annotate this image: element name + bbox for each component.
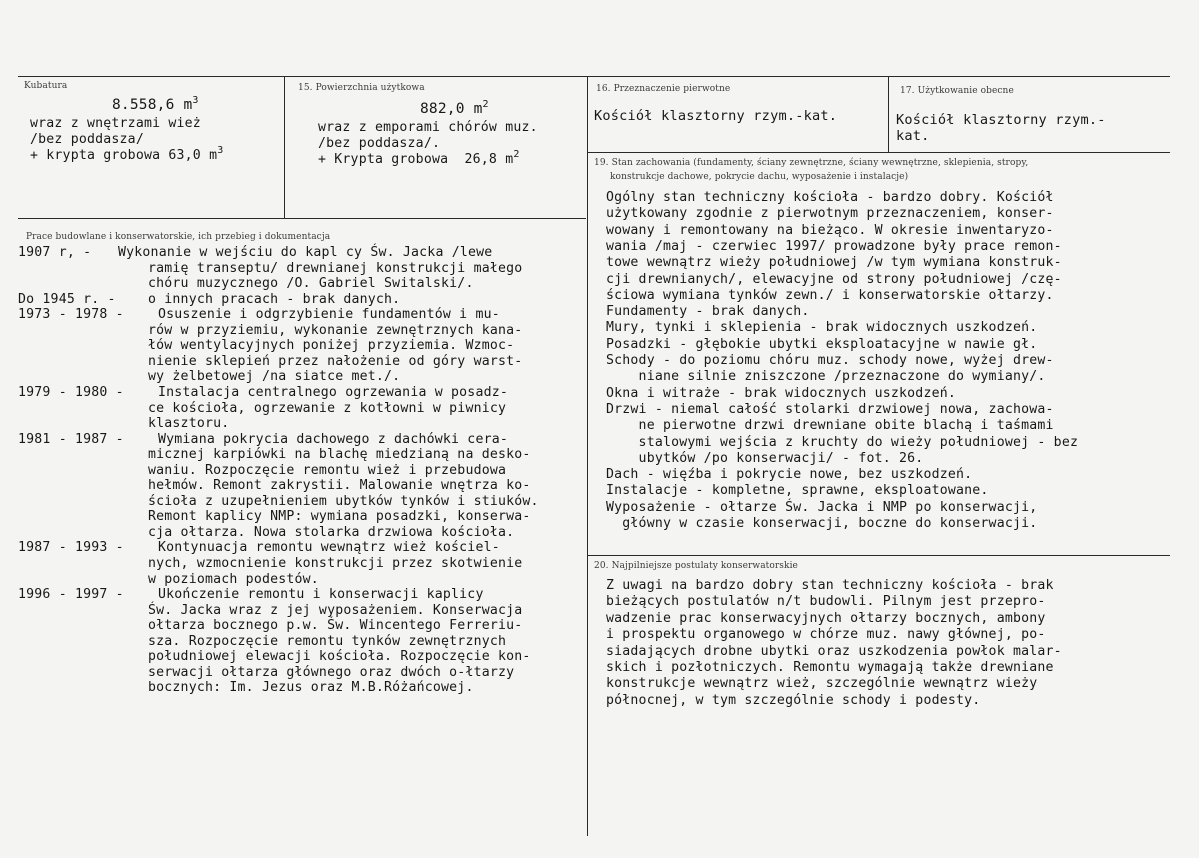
prace-entry-line: nienie sklepień przez nałożenie od góry warst- bbox=[148, 353, 523, 369]
prace-entry-line: południowej elewacji kościoła. Rozpoczęcie kon- bbox=[148, 649, 531, 665]
powierzchnia-label: 15. Powierzchnia użytkowa bbox=[298, 83, 425, 93]
divider-main bbox=[587, 76, 588, 836]
kubatura-crypt-exponent: 3 bbox=[217, 145, 224, 156]
kubatura-number: 8.558,6 m bbox=[112, 97, 193, 113]
uzytkowanie-line-1: Kościół klasztorny rzym.- bbox=[896, 112, 1106, 128]
stan-line: Instalacje - kompletne, sprawne, eksploatowane. bbox=[606, 483, 989, 499]
stan-line: główny w czasie konserwacji, boczne do konserwacji. bbox=[606, 516, 1038, 531]
stan-line: cji drewnianych/, elewacyjne od strony południowej /czę- bbox=[606, 271, 1062, 287]
kubatura-crypt bbox=[30, 145, 224, 164]
postulaty-label: 20. Najpilniejsze postulaty konserwatorskie bbox=[594, 561, 798, 571]
kubatura-exponent: 3 bbox=[192, 95, 199, 106]
stan-line: ubytków /po konserwacji/ - fot. 26. bbox=[606, 450, 924, 466]
prace-entry-line: Św. Jacka wraz z jej wyposażeniem. Konserwacja bbox=[148, 602, 523, 618]
prace-entry-date: 1996 - 1997 - bbox=[18, 587, 124, 603]
postulaty-line: konstrukcje wewnątrz wież, szczególnie wewnątrz wieży bbox=[606, 676, 1038, 692]
rule-left-mid bbox=[18, 218, 586, 219]
stan-line: ne pierwotne drzwi drewniane obite blachą i taśmami bbox=[606, 418, 1054, 434]
stan-line: Dach - więźba i pokrycie nowe, bez uszkodzeń. bbox=[606, 467, 973, 483]
kubatura-line-2: /bez poddasza/ bbox=[30, 132, 144, 147]
kubatura-value bbox=[112, 97, 199, 113]
powierzchnia-exponent: 2 bbox=[482, 99, 489, 110]
prace-entry-line: ramię transeptu/ drewnianej konstrukcji małego bbox=[148, 260, 523, 276]
prace-entry-line: łów wentylacyjnych poniżej przyziemia. Wzmoc- bbox=[148, 338, 515, 354]
stan-line: Drzwi - niemal całość stolarki drzwiowej nowa, zachowa- bbox=[606, 401, 1054, 417]
prace-entry-line: nych, wzmocnienie konstrukcji przez skotwienie bbox=[148, 556, 523, 571]
prace-entry-line: klasztoru. bbox=[148, 416, 230, 432]
postulaty-line: północnej, w tym szczególnie schody i podesty. bbox=[606, 692, 981, 708]
postulaty-line: siadających drobne ubytki oraz uszkodzenia powłok malar- bbox=[606, 643, 1062, 659]
rule-right-mid bbox=[588, 152, 1170, 153]
divider-uzytkowanie bbox=[888, 76, 889, 152]
powierzchnia-crypt bbox=[318, 149, 520, 168]
stan-line: stalowymi wejścia z kruchty do wieży południowej - bez bbox=[606, 434, 1079, 450]
prace-entry-line: Osuszenie i odgrzybienie fundamentów i mu- bbox=[158, 307, 500, 323]
uzytkowanie-label: 17. Użytkowanie obecne bbox=[900, 86, 1014, 96]
powierzchnia-crypt-text: + Krypta grobowa 26,8 m bbox=[318, 152, 514, 167]
prace-entry-line: rów w przyziemiu, wykonanie zewnętrznych kana- bbox=[148, 322, 523, 338]
stan-line: wowany i remontowany na bieżąco. W okresie inwentaryzo- bbox=[606, 222, 1054, 238]
prace-entry-line: Wymiana pokrycia dachowego z dachówki cera- bbox=[158, 431, 509, 447]
stan-line: wania /maj - czerwiec 1997/ prowadzone były prace remon- bbox=[606, 238, 1062, 254]
powierzchnia-value bbox=[420, 101, 489, 117]
prace-entry-date: 1973 - 1978 - bbox=[18, 307, 124, 323]
top-rule bbox=[18, 76, 1170, 77]
prace-entry-date: 1907 r, - bbox=[18, 245, 92, 260]
prace-entry-line: Ukończenie remontu i konserwacji kaplicy bbox=[158, 587, 484, 603]
prace-entry-date: 1987 - 1993 - bbox=[18, 540, 124, 556]
prace-entry-line: sza. Rozpoczęcie remontu tynków zewnętrznych bbox=[148, 633, 507, 649]
prace-label: Prace budowlane i konserwatorskie, ich przebieg i dokumentacja bbox=[26, 232, 331, 242]
prace-entry-line: ce kościoła, ogrzewanie z kotłowni w piwnicy bbox=[148, 400, 507, 416]
prace-entry-date: 1979 - 1980 - bbox=[18, 384, 124, 400]
prace-entry-line: o innych pracach - brak danych. bbox=[148, 291, 401, 307]
prace-entry-line: cja ołtarza. Nowa stolarka drzwiowa kościoła. bbox=[148, 524, 515, 540]
stan-line: Okna i witraże - brak widocznych uszkodzeń. bbox=[606, 385, 957, 401]
prace-entry-line: ołtarza bocznego p.w. Św. Wincentego Ferreriu- bbox=[148, 618, 523, 634]
stan-label-line-2: konstrukcje dachowe, pokrycie dachu, wyposażenie i instalacje) bbox=[610, 172, 909, 182]
prace-entry-line: w poziomach podestów. bbox=[148, 571, 319, 587]
prace-entry-line: Kontynuacja remontu wewnątrz wież kościel- bbox=[158, 540, 500, 556]
powierzchnia-crypt-exponent: 2 bbox=[513, 149, 520, 160]
powierzchnia-line-1: wraz z emporami chórów muz. bbox=[318, 120, 538, 135]
prace-entry-line: bocznych: Im. Jezus oraz M.B.Różańcowej. bbox=[148, 680, 474, 696]
postulaty-line: skich i pozłotniczych. Remontu wymagają także drewniane bbox=[606, 660, 1054, 675]
stan-line: Wyposażenie - ołtarze Św. Jacka i NMP po konserwacji, bbox=[606, 499, 1038, 515]
przeznaczenie-label: 16. Przeznaczenie pierwotne bbox=[596, 84, 731, 94]
stan-line: Fundamenty - brak danych. bbox=[606, 304, 810, 320]
kubatura-label: Kubatura bbox=[24, 81, 68, 91]
prace-entry-line: waniu. Rozpoczęcie remontu wież i przebudowa bbox=[148, 462, 507, 478]
prace-entry-line: wy żelbetowej /na siatce met./. bbox=[148, 369, 401, 385]
przeznaczenie-value: Kościół klasztorny rzym.-kat. bbox=[594, 108, 838, 124]
divider-kubatura bbox=[284, 76, 285, 218]
powierzchnia-line-2: /bez poddasza/. bbox=[318, 136, 441, 151]
postulaty-line: bieżących postulatów n/t budowli. Pilnym jest przepro- bbox=[606, 594, 1046, 610]
kubatura-crypt-text: + krypta grobowa 63,0 m bbox=[30, 148, 218, 163]
stan-line: Ogólny stan techniczny kościoła - bardzo dobry. Kościół bbox=[606, 190, 1054, 205]
stan-line: Posadzki - głębokie ubytki eksploatacyjne w nawie gł. bbox=[606, 336, 1038, 352]
stan-label-line-1: 19. Stan zachowania (fundamenty, ściany zewnętrzne, ściany wewnętrzne, sklepienia, stropy, bbox=[594, 158, 1029, 168]
prace-entry-line: micznej karpiówki na blachę miedzianą na desko- bbox=[148, 447, 531, 463]
stan-line: użytkowany zgodnie z pierwotnym przeznaczeniem, konser- bbox=[606, 206, 1054, 222]
postulaty-line: i prospektu organowego w chórze muz. nawy głównej, po- bbox=[606, 627, 1046, 643]
kubatura-line-1: wraz z wnętrzami wież bbox=[30, 116, 201, 131]
powierzchnia-number: 882,0 m bbox=[420, 101, 483, 117]
prace-entry-line: serwacji ołtarza głównego oraz dwóch o-łtarzy bbox=[148, 664, 515, 680]
prace-entry-line: chóru muzycznego /O. Gabriel Switalski/. bbox=[148, 276, 474, 292]
stan-line: niane silnie zniszczone /przeznaczone do wymiany/. bbox=[606, 369, 1046, 385]
postulaty-line: wadzenie prac konserwacyjnych ołtarzy bocznych, ambony bbox=[606, 610, 1046, 626]
rule-right-low bbox=[588, 555, 1170, 556]
prace-entry-date: Do 1945 r. - bbox=[18, 291, 116, 307]
prace-entry-line: ścioła z uzupełnieniem ubytków tynków i stiuków. bbox=[148, 493, 539, 509]
postulaty-line: Z uwagi na bardzo dobry stan techniczny kościoła - brak bbox=[606, 578, 1054, 593]
stan-line: ściowa wymiana tynków zewn./ i konserwatorskie ołtarzy. bbox=[606, 287, 1054, 303]
prace-entry-date: 1981 - 1987 - bbox=[18, 431, 124, 447]
stan-line: Mury, tynki i sklepienia - brak widocznych uszkodzeń. bbox=[606, 320, 1038, 336]
prace-entry-line: Remont kaplicy NMP: wymiana posadzki, konserwa- bbox=[148, 509, 531, 525]
prace-entry-line: hełmów. Remont zakrystii. Malowanie wnętrza ko- bbox=[148, 478, 531, 494]
uzytkowanie-line-2: kat. bbox=[896, 128, 930, 144]
prace-entry-line: Wykonanie w wejściu do kapl cy Św. Jacka /lewe bbox=[118, 245, 493, 260]
stan-line: towe wewnątrz wieży południowej /w tym wymiana konstruk- bbox=[606, 255, 1062, 271]
stan-line: Schody - do poziomu chóru muz. schody nowe, wyżej drew- bbox=[606, 353, 1054, 368]
prace-entry-line: Instalacja centralnego ogrzewania w posadz- bbox=[158, 384, 509, 400]
